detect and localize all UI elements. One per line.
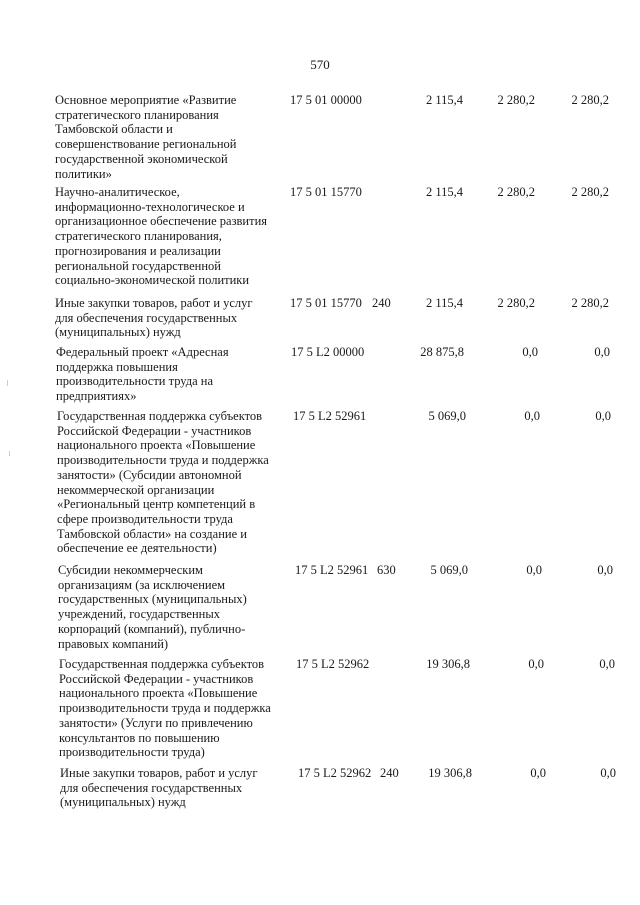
- row-code: 17 5 01 00000: [290, 93, 362, 107]
- row-value-2: 0,0: [522, 345, 538, 359]
- row-code: 17 5 L2 52961: [293, 409, 367, 423]
- row-value-1: 28 875,8: [420, 345, 464, 359]
- scan-speck: [7, 380, 8, 386]
- row-value-2: 0,0: [530, 766, 546, 780]
- row-value-1: 2 115,4: [425, 93, 463, 107]
- row-value-3: 2 280,2: [571, 93, 609, 107]
- row-value-2: 2 280,2: [497, 296, 535, 310]
- row-value-3: 0,0: [595, 409, 611, 423]
- row-description: Государственная поддержка субъектов Российской Федерации - участников национального проекта «Повышение производительности труда и поддержка занятости» (Услуги по привлечению консультантов по повышению производительности труда): [59, 657, 271, 760]
- row-value-2: 2 280,2: [497, 185, 535, 199]
- scan-speck: [9, 451, 10, 456]
- row-description: Иные закупки товаров, работ и услуг для обеспечения государственных (муниципальных) нужд: [55, 296, 253, 340]
- row-description: Научно-аналитическое, информационно-технологическое и организационное обеспечение развития стратегического планирования, прогнозирования и реализации региональной государственной социально-экономической политики: [55, 185, 268, 288]
- row-value-2: 2 280,2: [497, 93, 535, 107]
- row-value-3: 0,0: [599, 657, 615, 671]
- row-value-1: 19 306,8: [428, 766, 472, 780]
- row-value-3: 2 280,2: [571, 296, 609, 310]
- row-description: Иные закупки товаров, работ и услуг для обеспечения государственных (муниципальных) нужд: [60, 766, 258, 810]
- row-value-1: 5 069,0: [430, 563, 468, 577]
- row-description: Основное мероприятие «Развитие стратегического планирования Тамбовской области и совершенствование региональной государственной экономической политики»: [55, 93, 237, 181]
- page-number: 570: [310, 57, 330, 72]
- row-value-1: 19 306,8: [426, 657, 470, 671]
- row-value-2: 0,0: [524, 409, 540, 423]
- row-value-3: 0,0: [600, 766, 616, 780]
- row-code: 17 5 L2 52961: [295, 563, 369, 577]
- row-type: 630: [377, 563, 396, 577]
- row-type: 240: [380, 766, 399, 780]
- row-value-3: 2 280,2: [571, 185, 609, 199]
- row-value-2: 0,0: [526, 563, 542, 577]
- row-type: 240: [372, 296, 391, 310]
- row-code: 17 5 L2 52962: [296, 657, 370, 671]
- row-value-1: 2 115,4: [425, 185, 463, 199]
- row-value-1: 2 115,4: [425, 296, 463, 310]
- row-description: Субсидии некоммерческим организациям (за исключением государственных (муниципальных) учреждений, государственных корпораций (компаний), публично- правовых компаний): [58, 563, 247, 651]
- row-value-1: 5 069,0: [428, 409, 466, 423]
- row-value-3: 0,0: [594, 345, 610, 359]
- row-code: 17 5 01 15770: [290, 185, 362, 199]
- row-value-2: 0,0: [528, 657, 544, 671]
- row-description: Государственная поддержка субъектов Российской Федерации - участников национального проекта «Повышение производительности труда и поддержка занятости» (Субсидии автономной некоммерческой организации «Региональный центр компетенций в сфере производительности труда Тамбовской области» на создание и обеспечение ее деятельности): [57, 409, 269, 556]
- row-code: 17 5 L2 52962: [298, 766, 372, 780]
- row-value-3: 0,0: [597, 563, 613, 577]
- row-code: 17 5 L2 00000: [291, 345, 365, 359]
- row-description: Федеральный проект «Адресная поддержка повышения производительности труда на предприятиях»: [56, 345, 229, 404]
- row-code: 17 5 01 15770: [290, 296, 362, 310]
